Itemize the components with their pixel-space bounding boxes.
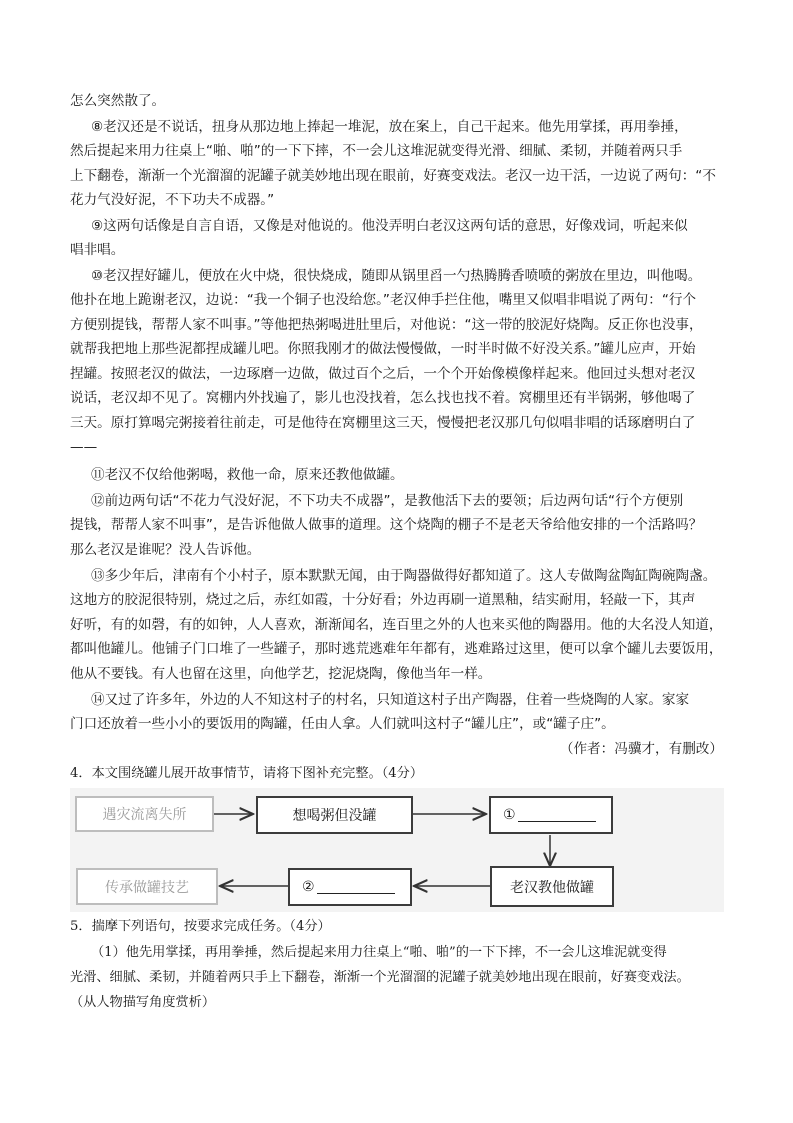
flow-box-3-marker: ① <box>503 807 516 823</box>
question-4-prompt: 4．本文围绕罐儿展开故事情节，请将下图补充完整。（4分） <box>70 766 424 781</box>
text-line: 门口还放着一些小小的要饭用的陶罐，任由人拿。人们就叫这村子“罐儿庄”，或“罐子庄”。 <box>70 716 615 732</box>
flow-box-4-label: 老汉教他做罐 <box>510 879 594 896</box>
flow-box-1-label: 遇灾流离失所 <box>102 807 187 823</box>
text-line: 提钱，帮帮人家不叫事”，是告诉他做人做事的道理。这个烧陶的棚子不是老天爷给他安排的一个活路吗？ <box>70 517 703 533</box>
text-line: 这地方的胶泥很特别，烧过之后，赤红如霞，十分好看；外边再刷一道黑釉，结实耐用，轻敲一下，其声 <box>70 592 696 608</box>
text-line: ⑬多少年后，津南有个小村子，原本默默无闻，由于陶器做得好都知道了。这人专做陶盆陶缸陶碗陶盏。 <box>91 568 717 584</box>
text-line: 怎么突然散了。 <box>70 93 166 109</box>
text-line: 他从不要钱。有人也留在这里，向他学艺，挖泥烧陶，像他当年一样。 <box>70 666 492 682</box>
text-line: 三天。原打算喝完粥接着往前走，可是他待在窝棚里这三天，慢慢把老汉那几句似唱非唱的话琢磨明白了 <box>70 415 696 431</box>
flow-box-2-label: 想喝粥但没罐 <box>292 808 377 824</box>
text-line: ⑪老汉不仅给他粥喝，救他一命，原来还教他做罐。 <box>91 467 404 483</box>
text-line: ⑧老汉还是不说话，扭身从那边地上捧起一堆泥，放在案上，自己干起来。他先用掌揉，再用拳捶， <box>91 119 688 135</box>
text-line: 上下翻卷，渐渐一个光溜溜的泥罐子就美妙地出现在眼前，好赛变戏法。老汉一边干活，一边说了两句：“不 <box>70 168 716 184</box>
text-line: ⑨这两句话像是自言自语，又像是对他说的。他没弄明白老汉这两句话的意思，好像戏词，听起来似 <box>91 218 688 234</box>
flow-box-3-blank <box>489 796 613 834</box>
text-line: 捏罐。按照老汉的做法，一边琢磨一边做，做过百个之后，一个个开始像模像样起来。他回过头想对老汉 <box>70 366 696 382</box>
text-line: 然后提起来用力往桌上“啪、啪”的一下下摔，不一会儿这堆泥就变得光滑、细腻、柔韧，并随着两只手 <box>70 143 683 159</box>
author-attribution: （作者：冯骥才，有删改） <box>559 741 723 757</box>
flow-box-6 <box>76 868 218 905</box>
flow-box-1 <box>75 796 214 832</box>
question-5-item-line: 光滑、细腻、柔韧，并随着两只手上下翻卷，渐渐一个光溜溜的泥罐子就美妙地出现在眼前，好赛变戏法。 <box>70 970 690 985</box>
text-line: 说话，老汉却不见了。窝棚内外找遍了，影儿也没找着，怎么找也找不着。窝棚里还有半锅粥，够他喝了 <box>70 390 696 406</box>
answer-blank-2[interactable] <box>317 881 395 894</box>
flow-box-6-label: 传承做罐技艺 <box>105 879 189 896</box>
text-line: 都叫他罐儿。他铺子门口堆了一些罐子，那时逃荒逃难年年都有，逃难路过这里，便可以拿个罐儿去要饭用， <box>70 641 723 657</box>
text-line: ⑩老汉捏好罐儿，便放在火中烧，很快烧成，随即从锅里舀一勺热腾腾香喷喷的粥放在里边，叫他喝。 <box>91 268 702 284</box>
flow-box-5-marker: ② <box>302 879 315 895</box>
text-line: —— <box>70 439 98 455</box>
text-line: 花力气没好泥，不下功夫不成器。” <box>70 192 275 208</box>
text-line: 好听，有的如磬，有的如钟，人人喜欢，渐渐闻名，连百里之外的人也来买他的陶器用。他的大名没人知道， <box>70 617 723 633</box>
answer-blank-1[interactable] <box>518 809 596 822</box>
text-line: 唱非唱。 <box>70 242 125 258</box>
text-line: ⑭又过了许多年，外边的人不知这村子的村名，只知道这村子出产陶器，住着一些烧陶的人家。家家 <box>91 692 690 708</box>
question-5-prompt: 5．揣摩下列语句，按要求完成任务。（4分） <box>70 919 331 934</box>
text-line: ⑫前边两句话“不花力气没好泥，不下功夫不成器”，是教他活下去的要领；后边两句话“行个方便别 <box>91 493 684 509</box>
question-5-item-line: （从人物描写角度赏析） <box>70 995 216 1010</box>
text-line: 方便别提钱，帮帮人家不叫事。”等他把热粥喝进肚里后，对他说：“这一带的胶泥好烧陶。反正你也没事， <box>70 317 703 333</box>
flow-box-5-blank <box>288 868 412 906</box>
question-5-item-line: （1）他先用掌揉，再用拳捶，然后提起来用力往桌上“啪、啪”的一下下摔，不一会儿这堆泥就变得 <box>91 945 667 960</box>
text-line: 就帮我把地上那些泥都捏成罐儿吧。你照我刚才的做法慢慢做，一时半时做不好没关系。”罐儿应声，开始 <box>70 341 696 357</box>
text-line: 那么老汉是谁呢？没人告诉他。 <box>70 542 261 558</box>
flow-box-4 <box>490 866 614 907</box>
flow-box-2 <box>256 796 413 834</box>
text-line: 他扑在地上跪谢老汉，边说：“我一个铜子也没给您。”老汉伸手拦住他，嘴里又似唱非唱说了两句：“行个 <box>70 292 697 308</box>
